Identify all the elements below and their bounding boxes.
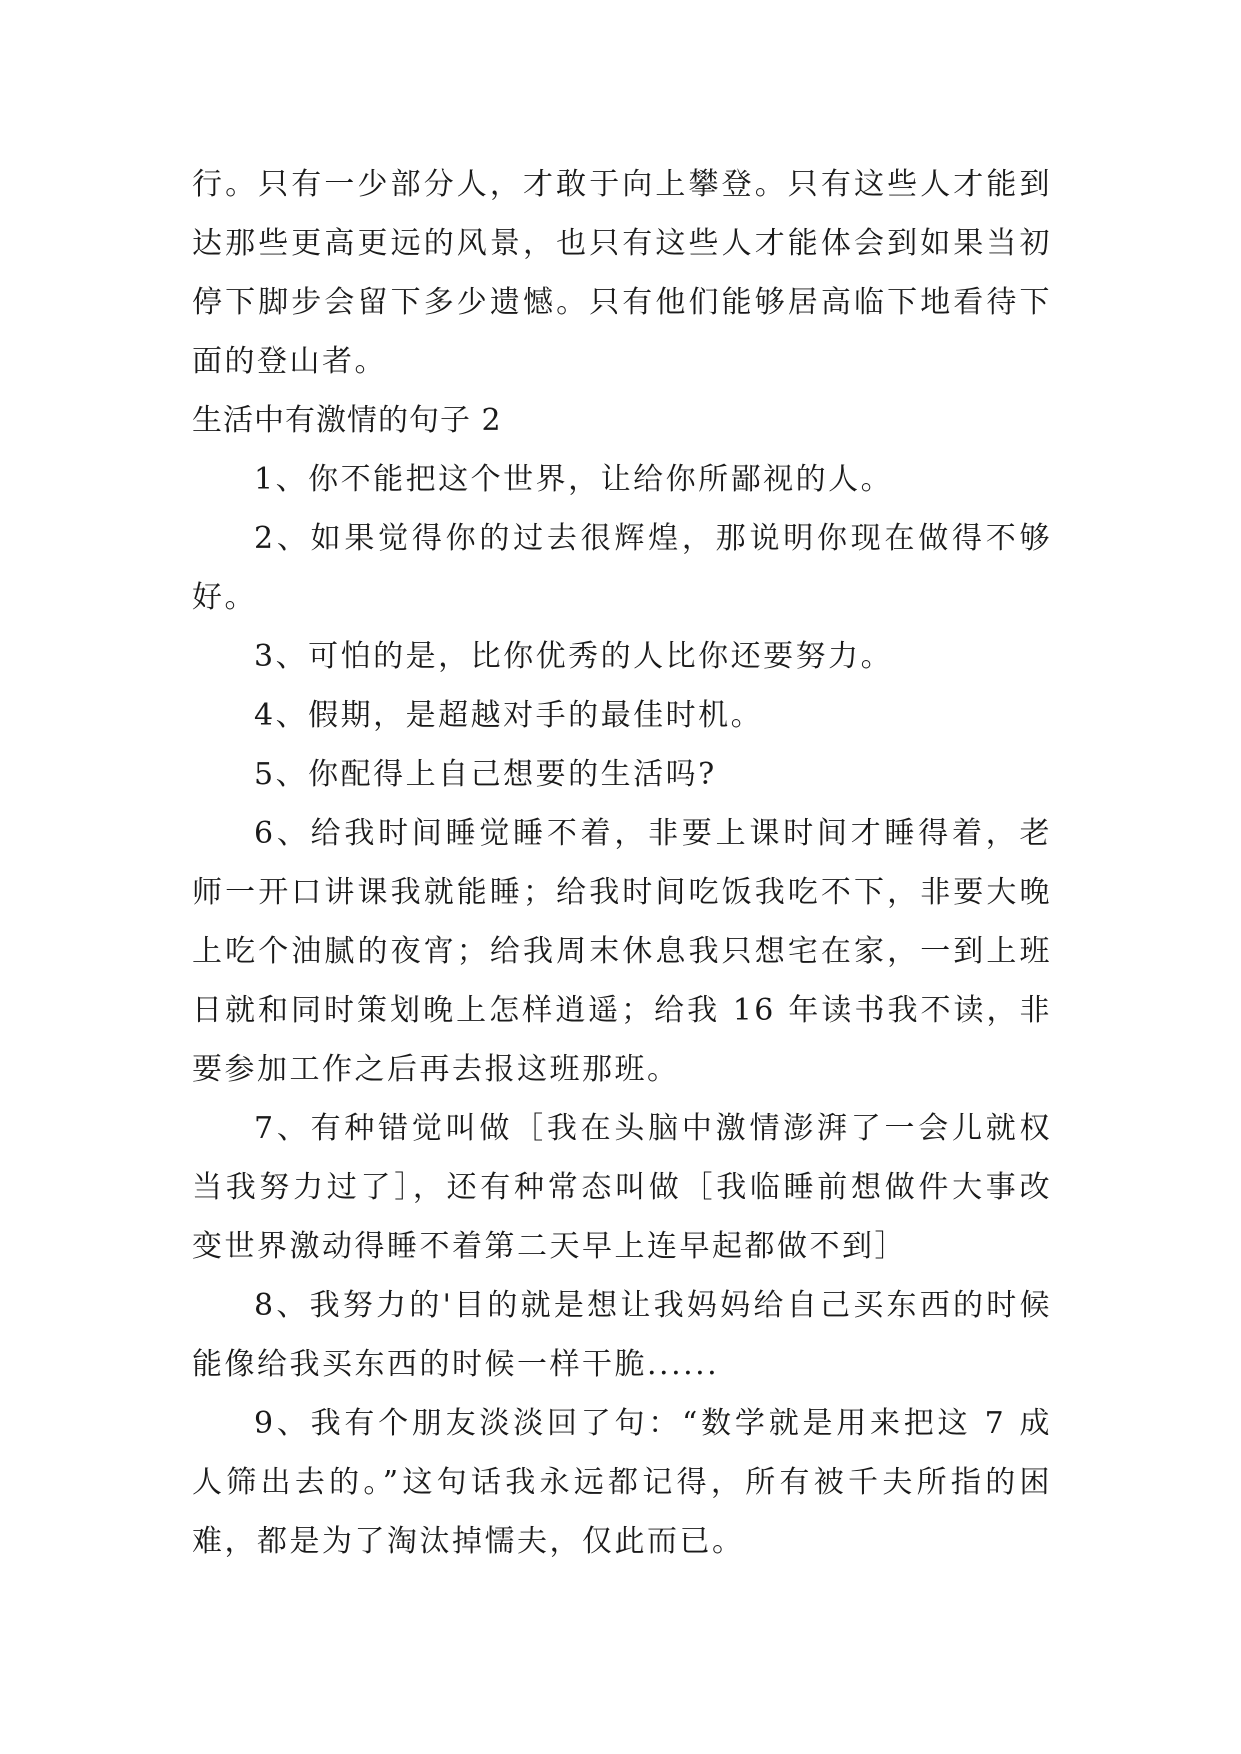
list-item: 3、可怕的是，比你优秀的人比你还要努力。 — [254, 639, 894, 674]
intro-paragraph: 行。只有一少部分人，才敢于向上攀登。只有这些人才能到达那些更高更远的风景，也只有这些人才能体会到如果当初停下脚步会留下多少遗憾。只有他们能够居高临下地看待下面的登山者。 — [192, 167, 1052, 379]
list-item: 1、你不能把这个世界，让给你所鄙视的人。 — [254, 462, 894, 497]
section-heading: 生活中有激情的句子 2 — [192, 403, 502, 438]
list-item: 2、如果觉得你的过去很辉煌，那说明你现在做得不够好。 — [192, 521, 1052, 615]
list-item: 4、假期，是超越对手的最佳时机。 — [254, 698, 764, 733]
list-item: 5、你配得上自己想要的生活吗? — [254, 757, 717, 792]
document-body — [192, 155, 1052, 1571]
list-item: 9、我有个朋友淡淡回了句：“数学就是用来把这 7 成人筛出去的。”这句话我永远都记得，所有被千夫所指的困难，都是为了淘汰掉懦夫，仅此而已。 — [192, 1406, 1052, 1559]
list-item: 6、给我时间睡觉睡不着，非要上课时间才睡得着，老师一开口讲课我就能睡；给我时间吃饭我吃不下，非要大晚上吃个油腻的夜宵；给我周末休息我只想宅在家，一到上班日就和同时策划晚上怎样逍遥；给我 16 年读书我不读，非要参加工作之后再去报这班那班。 — [192, 816, 1052, 1087]
list-item: 7、有种错觉叫做［我在头脑中激情澎湃了一会儿就权当我努力过了］，还有种常态叫做［我临睡前想做件大事改变世界激动得睡不着第二天早上连早起都做不到］ — [192, 1111, 1052, 1264]
list-item: 8、我努力的'目的就是想让我妈妈给自己买东西的时候能像给我买东西的时候一样干脆...... — [192, 1288, 1052, 1382]
